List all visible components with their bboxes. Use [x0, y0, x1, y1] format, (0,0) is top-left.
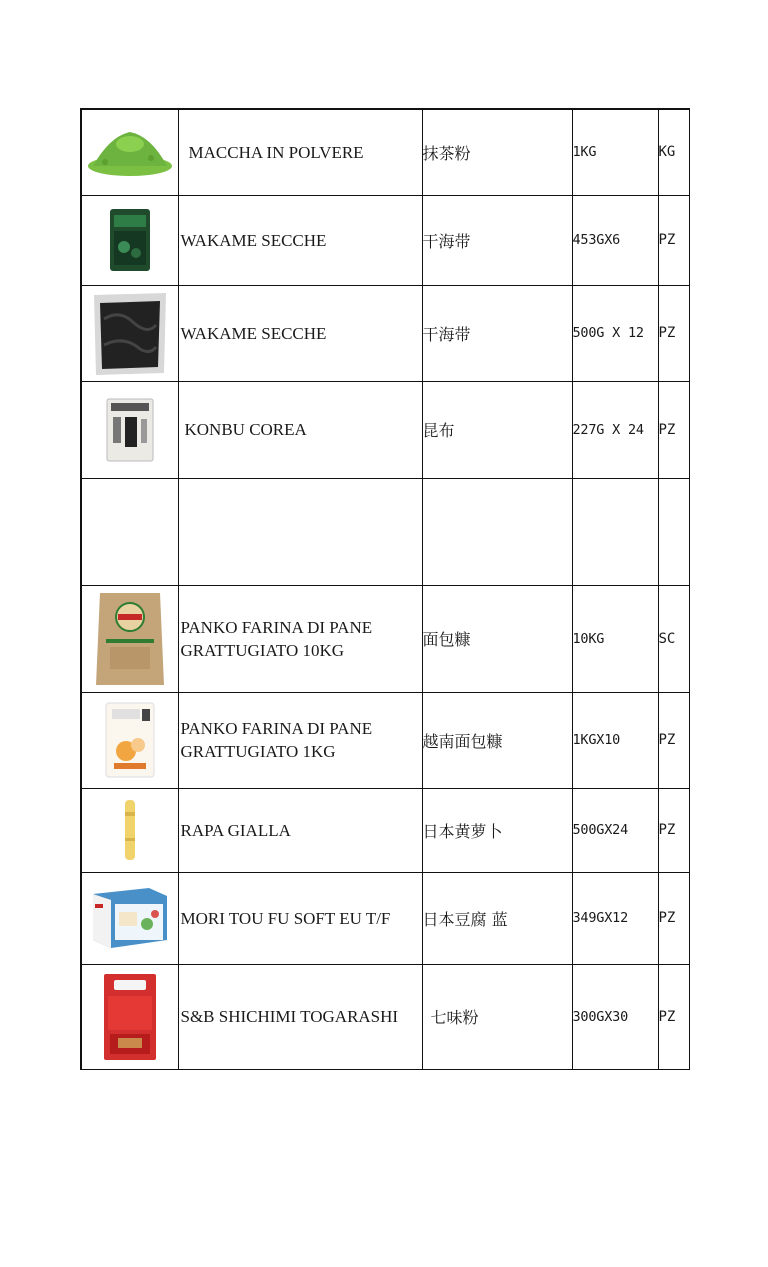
product-table — [80, 108, 690, 1070]
wakame-bag-image — [90, 289, 170, 377]
product-package-size: 349GX12 — [572, 872, 658, 964]
product-package-size: 1KG — [572, 109, 658, 195]
table-row — [81, 109, 689, 195]
product-name: KONBU COREA — [178, 381, 422, 478]
product-chinese-name: 干海带 — [422, 195, 572, 285]
product-unit: PZ — [658, 964, 689, 1069]
product-name: RAPA GIALLA — [178, 788, 422, 872]
product-chinese-name: 七味粉 — [422, 964, 572, 1069]
product-name: WAKAME SECCHE — [178, 195, 422, 285]
product-package-size: 1KGX10 — [572, 692, 658, 788]
product-name: MACCHA IN POLVERE — [178, 109, 422, 195]
table-row — [81, 195, 689, 285]
product-image-cell — [81, 109, 178, 195]
product-image-cell — [81, 478, 178, 585]
table-row — [81, 788, 689, 872]
product-unit: PZ — [658, 788, 689, 872]
product-package-size: 10KG — [572, 585, 658, 692]
shichimi-pack-image — [100, 972, 160, 1062]
product-chinese-name: 干海带 — [422, 285, 572, 381]
product-name: WAKAME SECCHE — [178, 285, 422, 381]
wakame-pack-image — [100, 207, 160, 273]
product-name: S&B SHICHIMI TOGARASHI — [178, 964, 422, 1069]
product-image-cell — [81, 585, 178, 692]
panko-bag-image — [104, 701, 156, 779]
product-image-cell — [81, 964, 178, 1069]
product-unit: PZ — [658, 381, 689, 478]
product-chinese-name: 昆布 — [422, 381, 572, 478]
product-chinese-name: 越南面包糠 — [422, 692, 572, 788]
product-unit — [658, 478, 689, 585]
product-package-size — [572, 478, 658, 585]
product-image-cell — [81, 381, 178, 478]
product-image-cell — [81, 195, 178, 285]
product-unit: SC — [658, 585, 689, 692]
product-package-size: 453GX6 — [572, 195, 658, 285]
matcha-powder-image — [85, 122, 175, 182]
table-row — [81, 872, 689, 964]
product-unit: PZ — [658, 195, 689, 285]
product-package-size: 227G X 24 — [572, 381, 658, 478]
product-name — [178, 478, 422, 585]
product-package-size: 500G X 12 — [572, 285, 658, 381]
product-name: PANKO FARINA DI PANE GRATTUGIATO 1KG — [178, 692, 422, 788]
product-chinese-name: 抹茶粉 — [422, 109, 572, 195]
table-row — [81, 964, 689, 1069]
product-image-cell — [81, 692, 178, 788]
product-chinese-name — [422, 478, 572, 585]
table-row — [81, 381, 689, 478]
table-row — [81, 478, 689, 585]
product-package-size: 300GX30 — [572, 964, 658, 1069]
product-image-cell — [81, 788, 178, 872]
product-unit: PZ — [658, 692, 689, 788]
product-name: MORI TOU FU SOFT EU T/F — [178, 872, 422, 964]
table-row — [81, 585, 689, 692]
table-row — [81, 692, 689, 788]
product-chinese-name: 日本黄萝卜 — [422, 788, 572, 872]
product-image-cell — [81, 285, 178, 381]
product-chinese-name: 面包糠 — [422, 585, 572, 692]
product-name: PANKO FARINA DI PANE GRATTUGIATO 10KG — [178, 585, 422, 692]
product-unit: PZ — [658, 285, 689, 381]
tofu-box-image — [89, 884, 171, 952]
product-unit: PZ — [658, 872, 689, 964]
product-unit: KG — [658, 109, 689, 195]
product-chinese-name: 日本豆腐 蓝 — [422, 872, 572, 964]
yellow-radish-image — [120, 798, 140, 862]
konbu-pack-image — [105, 397, 155, 463]
product-image-cell — [81, 872, 178, 964]
table-row — [81, 285, 689, 381]
product-package-size: 500GX24 — [572, 788, 658, 872]
panko-sack-image — [92, 589, 168, 689]
